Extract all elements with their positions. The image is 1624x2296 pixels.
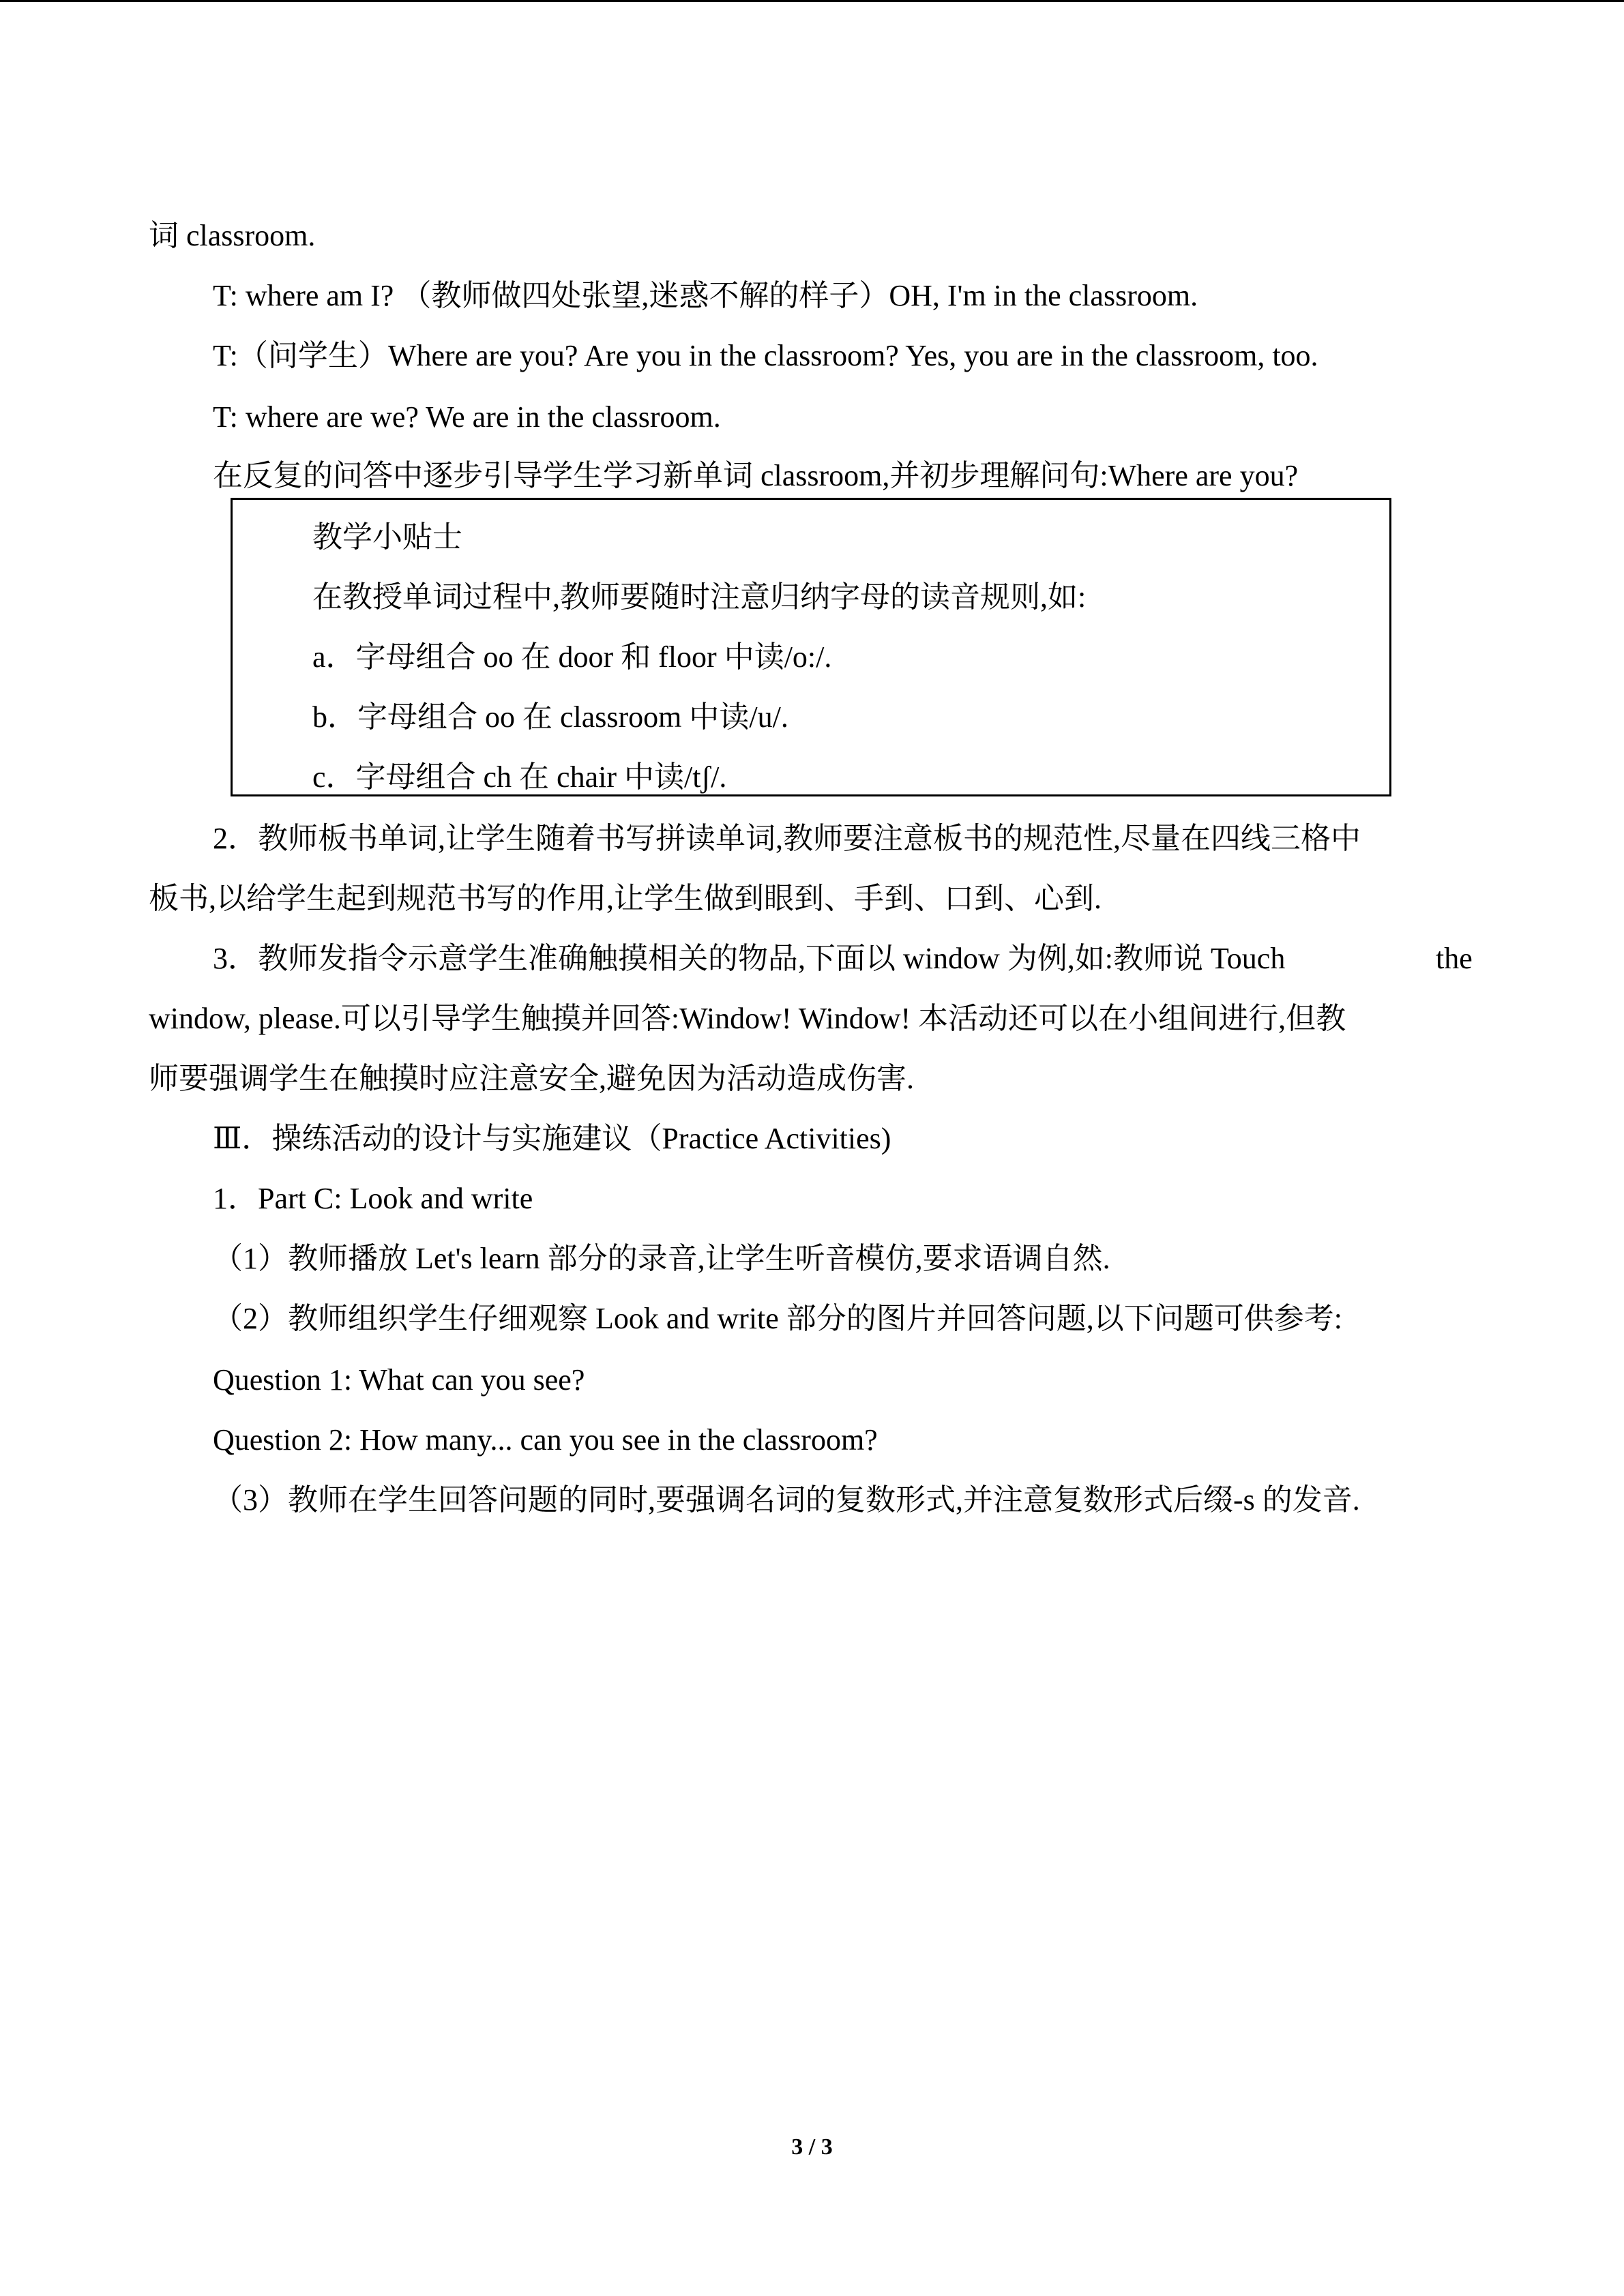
part-c-heading: 1．Part C: Look and write xyxy=(213,1182,533,1215)
para3-line1: 3．教师发指令示意学生准确触摸相关的物品,下面以 window 为例,如:教师说 Touch xyxy=(213,942,1286,975)
para3-line1-end: the xyxy=(1436,942,1473,975)
page-top-border xyxy=(0,0,1624,2)
text-line-classroom: 词 classroom. xyxy=(149,219,316,252)
dialogue-line-where-are-we: T: where are we? We are in the classroom. xyxy=(213,400,721,434)
question-1: Question 1: What can you see? xyxy=(213,1363,585,1397)
step-2: （2）教师组织学生仔细观察 Look and write 部分的图片并回答问题,以下问题可供参考: xyxy=(213,1302,1343,1335)
tip-item-b: b．字母组合 oo 在 classroom 中读/u/. xyxy=(312,700,788,734)
dialogue-line-where-am-i: T: where am I? （教师做四处张望,迷惑不解的样子）OH, I'm in the classroom. xyxy=(213,279,1198,312)
text-line-guide: 在反复的问答中逐步引导学生学习新单词 classroom,并初步理解问句:Where are you? xyxy=(213,459,1299,492)
para2-line1: 2．教师板书单词,让学生随着书写拼读单词,教师要注意板书的规范性,尽量在四线三格中 xyxy=(213,822,1361,855)
section3-heading: Ⅲ．操练活动的设计与实施建议（Practice Activities) xyxy=(213,1122,891,1155)
question-2: Question 2: How many... can you see in the classroom? xyxy=(213,1423,878,1457)
step-1: （1）教师播放 Let's learn 部分的录音,让学生听音模仿,要求语调自然. xyxy=(213,1242,1110,1275)
para3-line2: window, please.可以引导学生触摸并回答:Window! Window! 本活动还可以在小组间进行,但教 xyxy=(149,1002,1346,1035)
para2-line2: 板书,以给学生起到规范书写的作用,让学生做到眼到、手到、口到、心到. xyxy=(149,882,1102,915)
tip-title: 教学小贴士 xyxy=(312,520,462,554)
para3-line3: 师要强调学生在触摸时应注意安全,避免因为活动造成伤害. xyxy=(149,1062,914,1095)
tip-item-c: c．字母组合 ch 在 chair 中读/tʃ/. xyxy=(312,760,727,794)
step-3: （3）教师在学生回答问题的同时,要强调名词的复数形式,并注意复数形式后缀-s 的发音. xyxy=(213,1483,1360,1517)
tip-item-a: a．字母组合 oo 在 door 和 floor 中读/o:/. xyxy=(312,640,832,674)
dialogue-line-where-are-you: T:（问学生）Where are you? Are you in the classroom? Yes, you are in the classroom, too. xyxy=(213,339,1318,372)
tip-intro: 在教授单词过程中,教师要随时注意归纳字母的读音规则,如: xyxy=(312,580,1087,614)
page-number: 3 / 3 xyxy=(791,2134,833,2160)
